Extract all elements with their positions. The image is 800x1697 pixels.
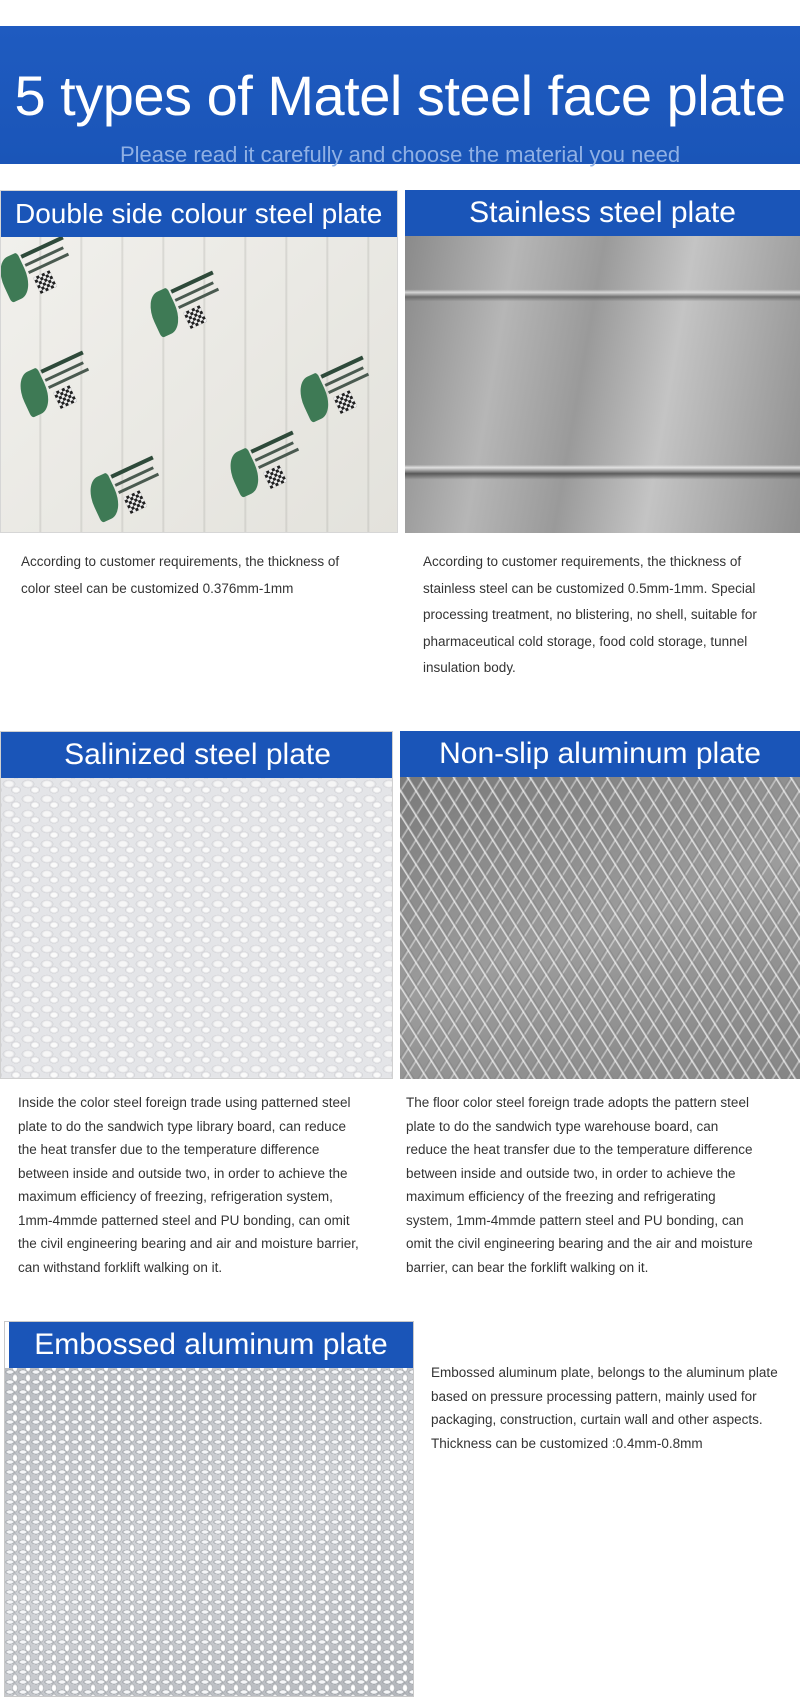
panel-salinized-steel (0, 731, 393, 1079)
panel-description: According to customer requirements, the thickness of color steel can be customized 0.376mm-1mm (21, 554, 340, 596)
stainless-steel-photo (405, 236, 800, 533)
brand-stamp-graphic (142, 265, 231, 349)
panel-title: Non-slip aluminum plate (400, 731, 800, 777)
salinized-steel-photo (1, 778, 392, 1078)
panel-title: Stainless steel plate (405, 190, 800, 236)
panel-double-side-colour-steel (0, 190, 398, 533)
panel-description: Inside the color steel foreign trade using patterned steel plate to do the sandwich type library board, can reduce the heat transfer due to the temperature difference between inside and outside two, in order to achieve the maximum efficiency of freezing, refrigeration system, 1mm-4mmde patterned steel and PU bonding, can omit the civil engineering bearing and air and moisture barrier, can withstand forklift walking on it. (18, 1095, 359, 1275)
brand-stamp-graphic (82, 450, 171, 533)
panel-title: Double side colour steel plate (1, 191, 398, 237)
panel-title: Embossed aluminum plate (9, 1322, 413, 1368)
panel-non-slip-aluminum (400, 731, 800, 1079)
page-subtitle: Please read it carefully and choose the material you need (119, 142, 681, 167)
panel-description: According to customer requirements, the thickness of stainless steel can be customized 0.5mm-1mm. Special processing treatment, no blistering, no shell, suitable for pharmaceutical cold storage, food cold storage, tunnel insulation body. (423, 554, 757, 675)
panel-title: Salinized steel plate (1, 732, 393, 778)
brand-stamp-graphic (0, 230, 80, 314)
header-banner (0, 26, 800, 167)
panel-stainless-steel (405, 190, 800, 533)
panel-description: Embossed aluminum plate, belongs to the aluminum plate based on pressure processing pattern, mainly used for packaging, construction, curtain wall and other aspects. Thickness can be customized :0.4mm-0.8mm (431, 1365, 778, 1451)
colour-steel-photo (1, 237, 397, 532)
panel-embossed-aluminum (4, 1321, 414, 1697)
panel-description: The floor color steel foreign trade adopts the pattern steel plate to do the sandwich type warehouse board, can reduce the heat transfer due to the temperature difference between inside and outside two, in order to achieve the maximum efficiency of the freezing and refrigerating system, 1mm-4mmde pattern steel and PU bonding, can omit the civil engineering bearing and the air and moisture barrier, can bear the forklift walking on it. (406, 1095, 753, 1275)
embossed-aluminum-photo (5, 1368, 413, 1696)
page-title: 5 types of Matel steel face plate (14, 64, 786, 127)
non-slip-aluminum-photo (400, 777, 800, 1079)
brand-stamp-graphic (222, 425, 311, 509)
brand-stamp-graphic (292, 350, 381, 434)
brand-stamp-graphic (12, 345, 101, 429)
